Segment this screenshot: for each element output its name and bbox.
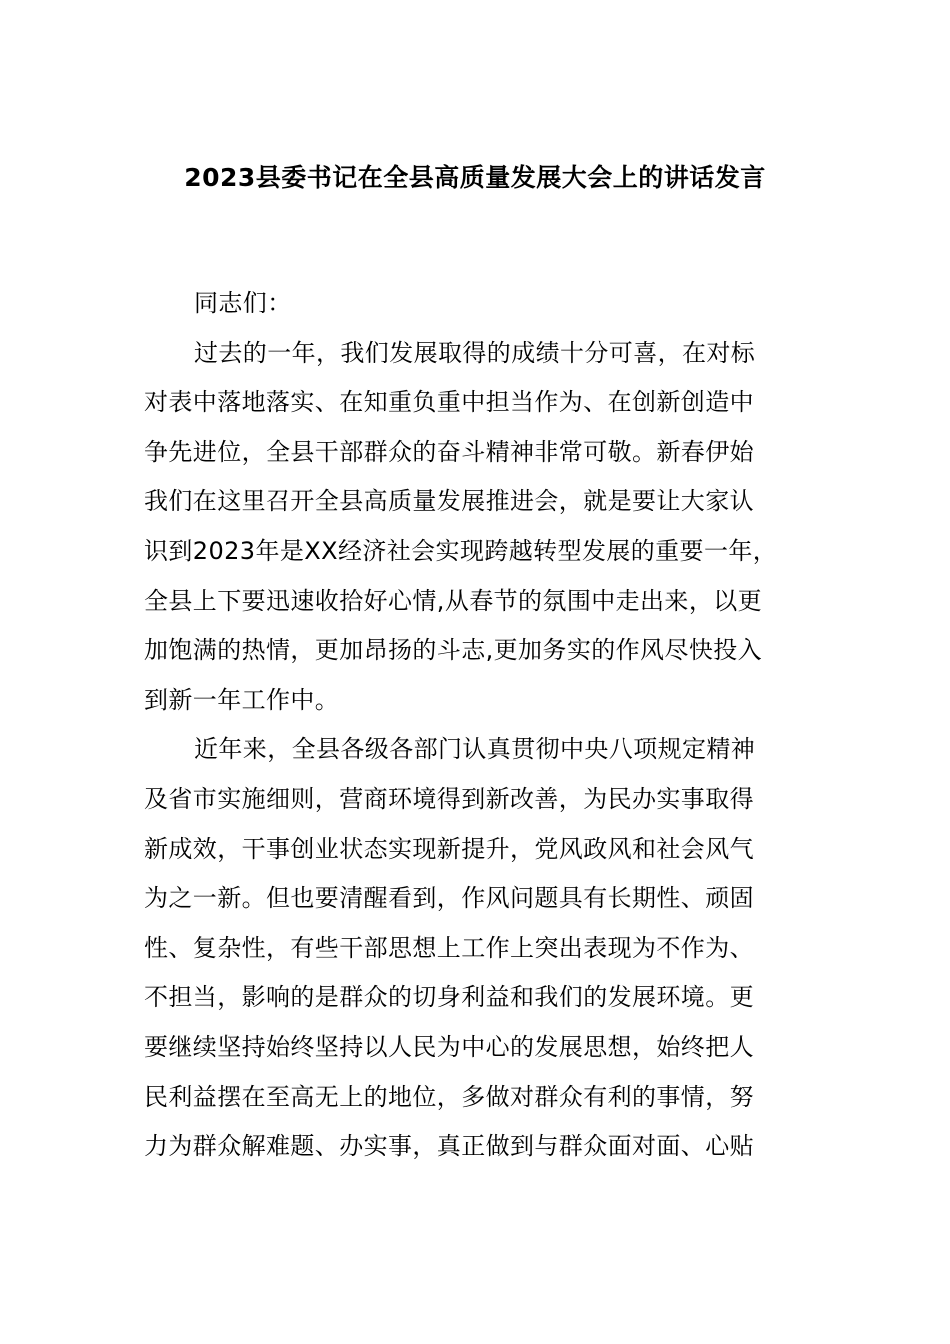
paragraph-2-line-8: 民利益摆在至高无上的地位，多做对群众有利的事情，努 bbox=[144, 1082, 754, 1111]
paragraph-2-line-7: 要继续坚持始终坚持以人民为中心的发展思想，始终把人 bbox=[144, 1032, 754, 1061]
paragraph-1-line-1: 过去的一年，我们发展取得的成绩十分可喜，在对标 bbox=[194, 338, 756, 367]
paragraph-1-line-7: 加饱满的热情，更加昂扬的斗志,更加务实的作风尽快投入 bbox=[144, 636, 763, 665]
paragraph-2-line-5: 性、复杂性，有些干部思想上工作上突出表现为不作为、 bbox=[144, 933, 754, 962]
paragraph-1-line-8: 到新一年工作中。 bbox=[144, 685, 340, 714]
paragraph-2-line-3: 新成效，干事创业状态实现新提升，党风政风和社会风气 bbox=[144, 834, 754, 863]
document-body bbox=[144, 283, 826, 1176]
paragraph-2-line-1: 近年来，全县各级各部门认真贯彻中央八项规定精神 bbox=[194, 735, 756, 764]
paragraph-2-line-9: 力为群众解难题、办实事，真正做到与群众面对面、心贴 bbox=[144, 1132, 754, 1161]
paragraph-1-line-5: 识到2023年是XX经济社会实现跨越转型发展的重要一年， bbox=[144, 536, 778, 565]
paragraph-1-line-6: 全县上下要迅速收拾好心情,从春节的氛围中走出来，以更 bbox=[144, 586, 763, 615]
salutation-line: 同志们： bbox=[194, 289, 292, 317]
paragraph-1-line-2: 对表中落地落实、在知重负重中担当作为、在创新创造中 bbox=[144, 388, 754, 417]
paragraph-2-line-6: 不担当，影响的是群众的切身利益和我们的发展环境。更 bbox=[144, 983, 754, 1012]
paragraph-2-line-2: 及省市实施细则，营商环境得到新改善，为民办实事取得 bbox=[144, 784, 754, 813]
paragraph-2-line-4: 为之一新。但也要清醒看到，作风问题具有长期性、顽固 bbox=[144, 884, 754, 913]
paragraph-1-line-3: 争先进位，全县干部群众的奋斗精神非常可敬。新春伊始 bbox=[144, 437, 754, 466]
paragraph-1-line-4: 我们在这里召开全县高质量发展推进会，就是要让大家认 bbox=[144, 487, 754, 516]
document-title: 2023县委书记在全县高质量发展大会上的讲话发言 bbox=[184, 163, 766, 192]
